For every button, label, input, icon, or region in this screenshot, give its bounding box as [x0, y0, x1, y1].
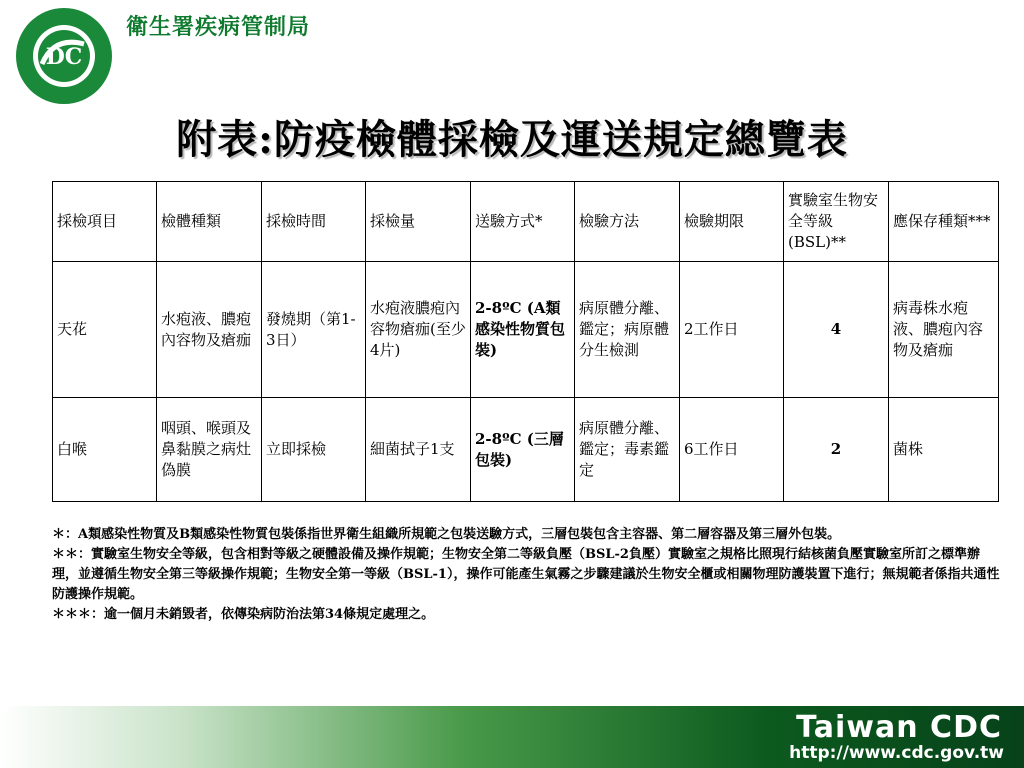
- header-time: 採檢時間: [262, 182, 366, 262]
- footnote: ＊：A類感染性物質及B類感染性物質包裝係指世界衛生組織所規範之包裝送驗方式，三層包裝包含主容器、第二層容器及第三層外包裝。: [52, 527, 841, 542]
- cell-method: 病原體分離、鑑定；病原體分生檢測: [575, 262, 680, 398]
- footnote: ＊＊：實驗室生物安全等級，包含相對等級之硬體設備及操作規範；生物安全第二等級負壓（BSL-2負壓）實驗室之規格比照現行結核菌負壓實驗室所訂之標準辦理，並遵循生物安全第三等級操作規範；生物安全第一等級（BSL-1），操作可能產生氣霧之步驟建議於生物安全櫃或相關物理防護裝置下進行；無規範者係指共通性防護操作規範。: [52, 547, 1000, 602]
- cell-period: 2工作日: [680, 262, 784, 398]
- cell-storage: 病毒株水疱液、膿疱內容物及瘡痂: [889, 262, 999, 398]
- cell-time: 發燒期（第1-3日）: [262, 262, 366, 398]
- header-period: 檢驗期限: [680, 182, 784, 262]
- header-bsl: 實驗室生物安全等級(BSL)**: [784, 182, 889, 262]
- cell-bsl: 4: [784, 262, 889, 398]
- specimen-table: [52, 181, 999, 502]
- cell-item: 白喉: [53, 398, 157, 502]
- table-header-row: [53, 182, 999, 262]
- cdc-logo: [14, 6, 114, 106]
- table-row: [53, 398, 999, 502]
- footnote: ＊＊＊：逾一個月未銷毀者，依傳染病防治法第34條規定處理之。: [52, 607, 435, 622]
- page-title: 附表:防疫檢體採檢及運送規定總覽表: [176, 116, 848, 163]
- cell-period: 6工作日: [680, 398, 784, 502]
- header-transport: 送驗方式*: [471, 182, 575, 262]
- cell-amount: 細菌拭子1支: [366, 398, 471, 502]
- header-method: 檢驗方法: [575, 182, 680, 262]
- cell-bsl: 2: [784, 398, 889, 502]
- logo-center-text: DC: [45, 44, 83, 70]
- table-row: [53, 262, 999, 398]
- header-storage: 應保存種類***: [889, 182, 999, 262]
- footer-url[interactable]: http://www.cdc.gov.tw: [789, 743, 1004, 763]
- cell-specimen: 水疱液、膿疱內容物及瘡痂: [157, 262, 262, 398]
- cell-storage: 菌株: [889, 398, 999, 502]
- cell-transport: 2-8ºC (A類感染性物質包裝): [471, 262, 575, 398]
- org-name: 衛生署疾病管制局: [126, 15, 311, 40]
- cell-amount: 水疱液膿疱內容物瘡痂(至少4片): [366, 262, 471, 398]
- footnotes: [52, 525, 1002, 625]
- footer-brand: Taiwan CDC: [796, 710, 1002, 745]
- cell-transport: 2-8ºC (三層包裝): [471, 398, 575, 502]
- header-item: 採檢項目: [53, 182, 157, 262]
- cell-method: 病原體分離、鑑定；毒素鑑定: [575, 398, 680, 502]
- cell-specimen: 咽頭、喉頭及鼻黏膜之病灶偽膜: [157, 398, 262, 502]
- cell-time: 立即採檢: [262, 398, 366, 502]
- cell-item: 天花: [53, 262, 157, 398]
- header-amount: 採檢量: [366, 182, 471, 262]
- header-specimen: 檢體種類: [157, 182, 262, 262]
